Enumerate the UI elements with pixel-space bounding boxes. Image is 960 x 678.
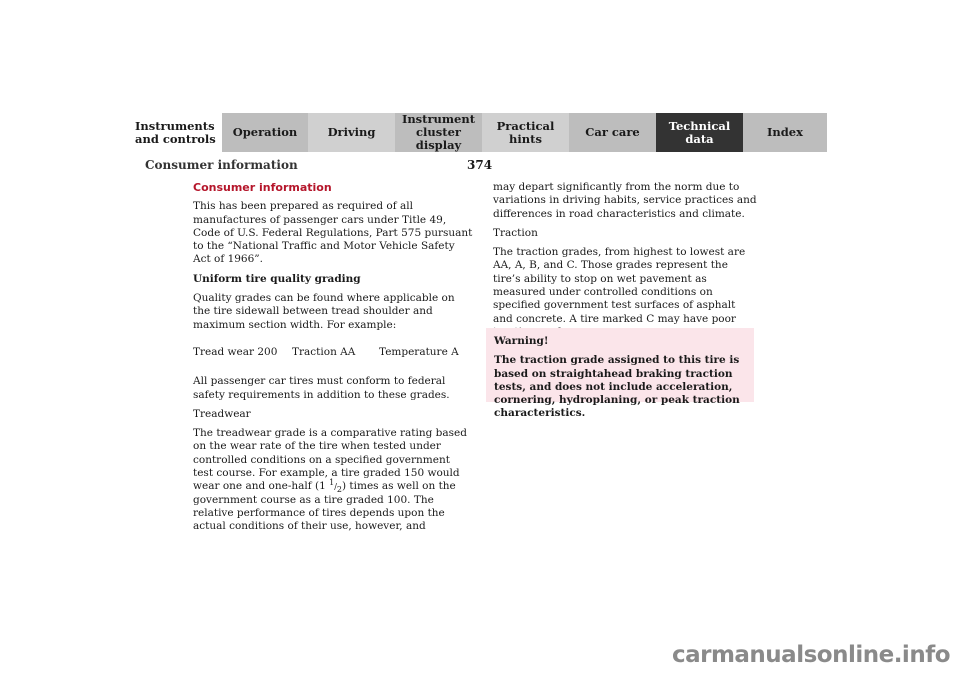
right-column bbox=[493, 181, 758, 345]
tab-instrument-cluster-display[interactable]: Instrument cluster display bbox=[395, 113, 482, 152]
tab-operation[interactable]: Operation bbox=[222, 113, 308, 152]
tab-practical-hints[interactable]: Practical hints bbox=[482, 113, 569, 152]
intro-paragraph: This has been prepared as required of all manufactures of passenger cars under Title 49, Code of U.S. Federal Regulations, Part 575 pursuant to the “National Traffic and Motor Vehicle Safety Act of 1966”. bbox=[193, 200, 473, 266]
continuation-paragraph: may depart significantly from the norm due to variations in driving habits, service practices and differences in road characteristics and climate. bbox=[493, 181, 757, 220]
section-tab-bar bbox=[133, 113, 827, 152]
treadwear-heading: Treadwear bbox=[193, 407, 251, 420]
tab-index[interactable]: Index bbox=[743, 113, 827, 152]
warning-box bbox=[486, 328, 754, 420]
fraction-numerator: 1 bbox=[329, 478, 335, 488]
page-number: 374 bbox=[467, 158, 493, 172]
warning-text: The traction grade assigned to this tire is based on straightahead braking traction tests, and does not include acceleration, cornering, hydroplaning, or peak traction characteristics. bbox=[494, 354, 740, 420]
warning-title: Warning! bbox=[494, 335, 549, 347]
traction-heading: Traction bbox=[493, 226, 538, 239]
tab-car-care[interactable]: Car care bbox=[569, 113, 656, 152]
site-watermark: carmanualsonline.info bbox=[671, 642, 950, 668]
grade-example-line bbox=[193, 346, 473, 359]
fraction-slash: / bbox=[334, 482, 337, 492]
fraction-denominator: 2 bbox=[336, 485, 342, 495]
example-traction: Traction AA bbox=[292, 345, 356, 358]
treadwear-text-part-1: The treadwear grade is a comparative rating based on the wear rate of the tire when tested under controlled conditions on a specified government test course. For example, a tire graded 150 would wear one and one-half (1 bbox=[193, 427, 467, 493]
conform-paragraph: All passenger car tires must conform to federal safety requirements in addition to these grades. bbox=[193, 375, 450, 401]
traction-paragraph: The traction grades, from highest to lowest are AA, A, B, and C. Those grades represent the tire’s ability to stop on wet pavement as measured under controlled conditions on specified government test surfaces of asphalt and concrete. A tire marked C may have poor bbox=[493, 246, 746, 325]
example-temperature: Temperature A bbox=[379, 345, 459, 358]
subheading-tire-grading: Uniform tire quality grading bbox=[193, 272, 361, 285]
tab-technical-data[interactable]: Technical data bbox=[656, 113, 743, 152]
tab-instruments-and-controls[interactable]: Instruments and controls bbox=[133, 113, 222, 152]
tab-driving[interactable]: Driving bbox=[308, 113, 395, 152]
left-column bbox=[193, 181, 473, 540]
running-header: Consumer information bbox=[145, 158, 298, 172]
section-heading: Consumer information bbox=[193, 181, 332, 194]
quality-paragraph: Quality grades can be found where applicable on the tire sidewall between tread shoulder and maximum section width. For example: bbox=[193, 292, 455, 331]
treadwear-text-part-2: ) times as well on the government course as a tire graded 100. The relative performance of tires depends upon the actual conditions of their use, however, and bbox=[193, 480, 456, 533]
example-treadwear: Tread wear 200 bbox=[193, 345, 278, 358]
treadwear-paragraph bbox=[193, 427, 473, 533]
